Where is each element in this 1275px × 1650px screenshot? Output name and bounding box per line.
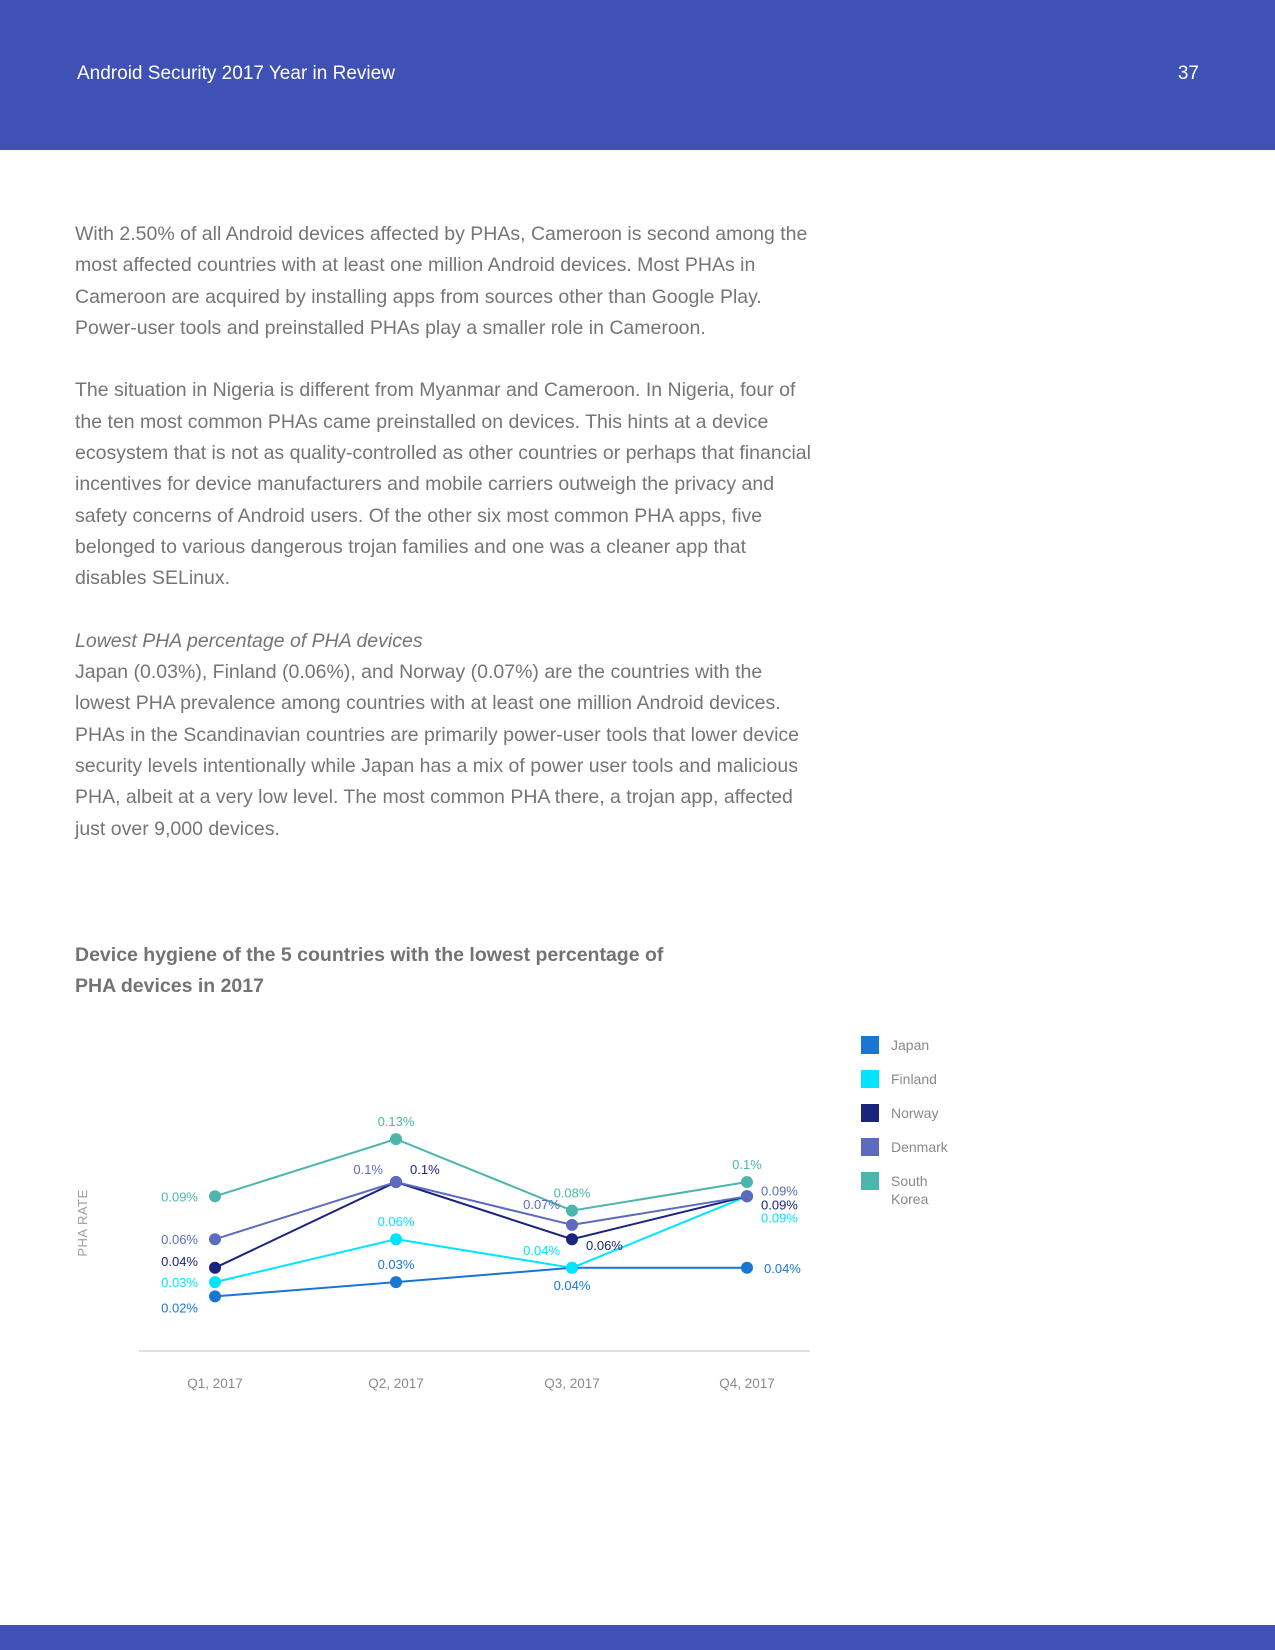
data-label-denmark: 0.07% — [523, 1196, 560, 1212]
data-point-japan — [390, 1276, 402, 1288]
paragraph-lowest-pha: Japan (0.03%), Finland (0.06%), and Norway (0.07%) are the countries with the lowest PHA prevalence among countries with at least one million Android devices. PHAs in the Scandinavian countries are primarily power-user tools that lower device security levels intentionally while Japan has a mix of power user tools and malicious PHA, albeit at a very low level. The most common PHA there, a trojan app, affected just over 9,000 devices. — [75, 661, 800, 840]
data-point-japan — [209, 1290, 221, 1302]
data-label-finland: 0.04% — [523, 1242, 560, 1258]
data-label-japan: 0.04% — [553, 1277, 591, 1293]
data-label-denmark: 0.1% — [353, 1162, 383, 1177]
chart-title: Device hygiene of the 5 countries with the lowest percentage of PHA devices in 2017 — [75, 944, 664, 997]
data-point-denmark — [566, 1219, 578, 1231]
data-label-south-korea: 0.08% — [553, 1185, 591, 1201]
legend-swatch — [861, 1070, 879, 1088]
x-tick-label: Q2, 2017 — [368, 1376, 424, 1391]
data-point-finland — [390, 1233, 402, 1245]
legend-swatch — [861, 1104, 879, 1122]
data-label-finland: 0.03% — [161, 1275, 198, 1291]
legend-label: Finland — [891, 1071, 937, 1087]
x-tick-label: Q1, 2017 — [187, 1376, 243, 1391]
data-point-south-korea — [566, 1205, 578, 1217]
x-tick-label: Q4, 2017 — [719, 1376, 775, 1391]
paragraph-cameroon: With 2.50% of all Android devices affected by PHAs, Cameroon is second among the most affected countries with at least one million Android devices. Most PHAs in Cameroon are acquired by installing apps from sources other than Google Play. Power-user tools and preinstalled PHAs play a smaller role in Cameroon. — [75, 223, 808, 339]
data-point-norway — [566, 1233, 578, 1245]
data-label-south-korea: 0.09% — [161, 1189, 198, 1205]
data-label-norway: 0.09% — [761, 1197, 798, 1213]
data-point-finland — [209, 1276, 221, 1288]
data-label-japan: 0.04% — [764, 1260, 801, 1276]
paragraph-nigeria: The situation in Nigeria is different from Myanmar and Cameroon. In Nigeria, four of the ten most common PHAs came preinstalled on devices. This hints at a device ecosystem that is not as quality-controlled as other countries or perhaps that financial incentives for device manufacturers and mobile carriers outweigh the privacy and safety concerns of Android users. Of the other six most common PHA apps, five belonged to various dangerous trojan families and one was a cleaner app that disables SELinux. — [75, 379, 811, 590]
data-point-denmark — [741, 1190, 753, 1202]
data-label-japan: 0.03% — [377, 1257, 415, 1273]
legend-swatch — [861, 1138, 879, 1156]
series-line-south-korea — [215, 1139, 747, 1211]
y-axis-label: PHA RATE — [75, 1189, 90, 1257]
data-point-denmark — [209, 1233, 221, 1245]
series-line-japan — [215, 1268, 747, 1297]
legend-swatch — [861, 1172, 879, 1190]
data-point-finland — [566, 1262, 578, 1274]
data-label-finland: 0.06% — [377, 1214, 415, 1230]
data-label-south-korea: 0.1% — [732, 1157, 762, 1172]
legend-label: Japan — [891, 1037, 930, 1053]
page-number: 37 — [1177, 63, 1199, 84]
data-point-norway — [209, 1262, 221, 1274]
data-point-south-korea — [741, 1176, 753, 1188]
legend-label: Denmark — [891, 1139, 948, 1155]
data-label-norway: 0.06% — [586, 1238, 623, 1254]
legend-label: South Korea — [891, 1173, 929, 1207]
data-label-south-korea: 0.13% — [377, 1114, 415, 1130]
data-label-finland: 0.09% — [761, 1210, 798, 1226]
page-footer — [0, 1625, 1275, 1650]
legend-label: Norway — [891, 1105, 939, 1121]
data-point-japan — [741, 1262, 753, 1274]
data-label-norway: 0.04% — [161, 1253, 198, 1269]
data-point-denmark — [390, 1176, 402, 1188]
legend-swatch — [861, 1036, 879, 1054]
data-point-south-korea — [390, 1133, 402, 1145]
data-label-denmark: 0.06% — [161, 1232, 198, 1248]
data-label-norway: 0.1% — [410, 1162, 440, 1177]
data-label-japan: 0.02% — [161, 1300, 198, 1316]
data-label-denmark: 0.09% — [761, 1183, 798, 1199]
x-tick-label: Q3, 2017 — [544, 1376, 600, 1391]
document-title: Android Security 2017 Year in Review — [77, 63, 395, 84]
subheading-lowest-pha: Lowest PHA percentage of PHA devices — [75, 629, 423, 652]
data-point-south-korea — [209, 1190, 221, 1202]
